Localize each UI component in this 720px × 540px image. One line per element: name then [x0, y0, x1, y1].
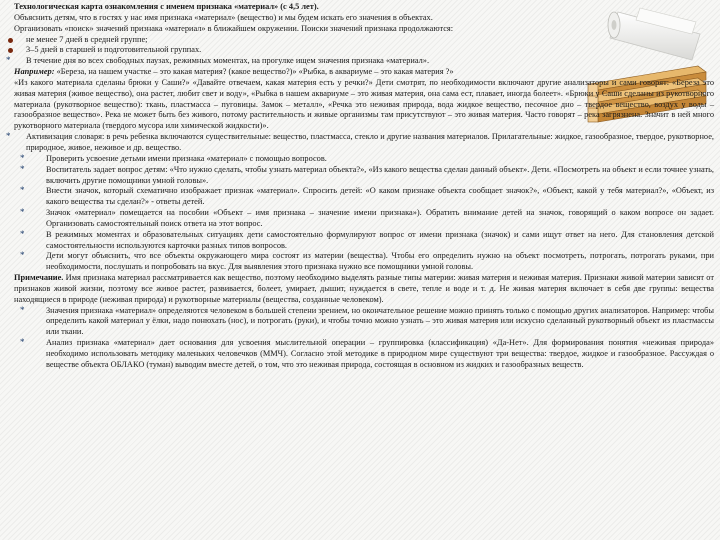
list-item: 3–5 дней в старшей и подготовительной группах. [14, 45, 714, 56]
note-paragraph: Примечание. Имя признака материал рассматривается как вещество, поэтому необходимо выделять разные типы материи: живая материя и неживая материя. Признаки живой материи зависят от признаков живой жизни, поэтому все живое растет, развивается, болеет, умирает, дышит, нуждается в свете, тепле и воде и т. д. Не живая материя включает в себя две группы: вещества находящиеся в природе (неживая природа) и рукотворные материалы (вещества, созданные человеком). [14, 273, 714, 304]
intro-paragraph: Организовать «поиск» значений признака «материал» в ближайшем окружении. Поиски значений признака продолжаются: [14, 23, 454, 33]
star-bullet-icon: * [20, 250, 25, 261]
document-title: Технологическая карта ознакомления с именем признака «материал» (с 4,5 лет). [14, 2, 319, 11]
star-bullet-icon: * [6, 55, 11, 66]
bullet-dot-icon [8, 38, 13, 43]
document-body [6, 2, 714, 371]
star-bullet-icon: * [20, 304, 25, 315]
bullet-dot-icon [8, 48, 13, 53]
list-item: * Значок «материал» помещается на пособии «Объект – имя признака – значение имени признака»). Обратить внимание детей на значок, говорящий о каком вопросе он задает. Организовать самостоятельный поиск ответа на этот вопрос. [20, 207, 714, 228]
list-item: * Активизация словаря: в речь ребенка включаются существительные: вещество, пластмасса, стекло и другие названия материалов. Прилагательные: жидкое, газообразное, твердое, рукотворное, природное, живое, неживое и др. вещество. [6, 131, 714, 152]
list-item: * Значения признака «материал» определяются человеком в большей степени зрением, но окончательное решение можно принять только с помощью других анализаторов. Например: чтобы определить какой материал у ёлки, надо понюхать (нос), и потрогать (руки), и чтобы точно можно узнать – это живая материя или искусно сделанный рукотворный объект из пластмассы или ткани. [20, 304, 714, 337]
list-item: * Дети могут объяснить, что все объекты окружающего мира состоят из материи (вещества). Чтобы его определить нужно на объект посмотреть, потрогать, потрогать руками, при необходимости, послушать и попробовать на вкус. Для выявления этого признака нужно все помощники умной головы. [20, 250, 714, 272]
list-item: * Воспитатель задает вопрос детям: «Что нужно сделать, чтобы узнать материал объекта?», «Из какого вещества сделан данный объект». Дети. «Посмотреть на объект и если точнее узнать, включить другие помощники умной головы». [20, 163, 714, 185]
example-continuation: «Из какого материала сделаны брюки у Саши?» «Давайте отвечаем, какая материя есть у речки?» Дети смотрят, по необходимости включают другие анализаторы и сами говорят: «Береза это живая материя (живое вещество), она растет, любит свет и воду», «Рыбка в нашем аквариуме – это живая материя, она сама ест, плавает, иногда болеет». «Брюки у Саши сделаны из рукотворного материала (рукотворное вещество): ткань, пластмасса – пуговицы. Замок – металл», «Речка это неживая природа, вода жидкое вещество, песочное дно – твердое вещество, воздух у воды – газообразное вещество». Река не может быть без живого, потому растительность и живые организмы там присутствуют – это живая материя. Часто говорят – река загрязнена. Значит в ней много рукотворного материала (твердого мусора или химической жидкости)». [14, 77, 714, 131]
list-item: * В течение дня во всех свободных паузах, режимных моментах, на прогулке ищем значения признака «материал». [6, 55, 430, 66]
list-item: * Анализ признака «материал» дает основания для усвоения мыслительной операции – группировка (классификация) «Да-Нет». Для формирования понятия «неживая природа» необходимо использовать методику маленьких человечков (ММЧ). Согласно этой методике в природном мире существуют три вещества: твердое, жидкое и газообразное. Рассуждая о веществе объекта ОБЛАКО (туман) выводим вместе детей, о том, что это неживая природа, состоящая в основном из жидких и газообразных веществ. [20, 337, 714, 369]
intro-paragraph: Объяснить детям, что в гостях у нас имя признака «материал» (вещество) и мы будем искать его значения в объектах. [14, 12, 433, 22]
star-bullet-icon: * [20, 152, 25, 163]
star-bullet-icon: * [20, 228, 25, 239]
star-bullet-icon: * [6, 131, 11, 142]
list-item: * Проверить усвоение детьми имени признака «материал» с помощью вопросов. [20, 152, 327, 163]
list-item: * В режимных моментах и образовательных ситуациях дети самостоятельно формулируют вопрос от имени признака (значок) и сами ищут ответ на него. Для становления детской самостоятельности используются карточки разных типов вопросов. [20, 228, 714, 250]
star-bullet-icon: * [20, 185, 25, 196]
list-item: * Внести значок, который схематично изображает признак «материал». Спросить детей: «О каком признаке объекта сообщает значок?», «Объект, какой у тебя материал?», «Объект, из какого вещества ты сделан?» - ответы детей. [20, 185, 714, 207]
star-bullet-icon: * [20, 337, 25, 348]
example-paragraph: Например: «Береза, на нашем участке – это какая материя? (какое вещество?)» «Рыбка, в аквариуме – это какая материя ?» [14, 67, 454, 77]
list-item: не менее 7 дней в средней группе; [14, 35, 714, 46]
star-bullet-icon: * [20, 207, 25, 218]
star-bullet-icon: * [20, 163, 25, 174]
